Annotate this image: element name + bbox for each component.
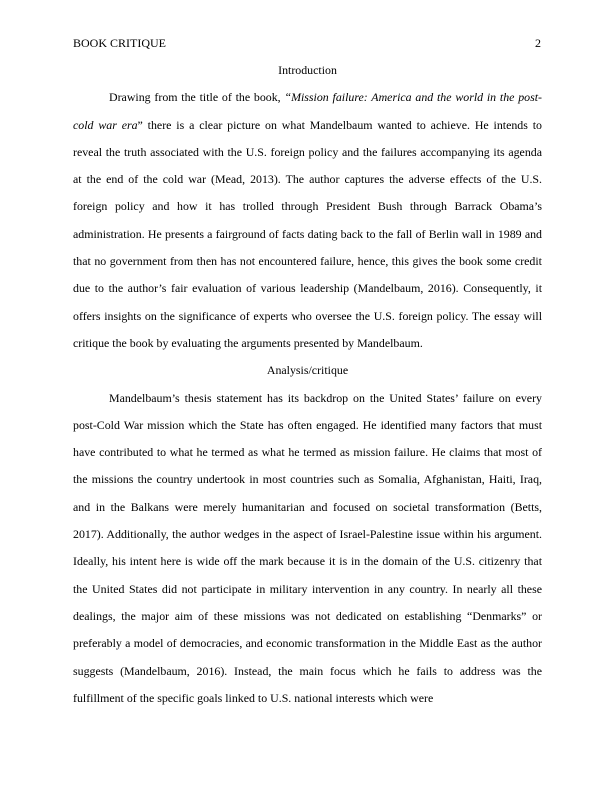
introduction-paragraph (73, 84, 542, 357)
running-head: BOOK CRITIQUE (73, 36, 166, 50)
section-heading-introduction: Introduction (278, 63, 337, 77)
analysis-paragraph: Mandelbaum’s thesis statement has its backdrop on the United States’ failure on every post-Cold War mission which the State has often engaged. He identified many factors that must have contributed to what he termed as what he termed as mission failure. He claims that most of the missions the country undertook in most countries such as Somalia, Afghanistan, Haiti, Iraq, and in the Balkans were merely humanitarian and focused on societal transformation (Betts, 2017). Additionally, the author wedges in the aspect of Israel-Palestine issue within his argument. Ideally, his intent here is wide off the mark because it is in the domain of the U.S. citizenry that the United States did not participate in military intervention in any country. In nearly all these dealings, the major aim of these missions was not dedicated on establishing “Denmarks” or preferably a model of democracies, and economic transformation in the Middle East as the author suggests (Mandelbaum, 2016). Instead, the main focus which he fails to address was the fulfillment of the specific goals linked to U.S. national interests which were (73, 390, 542, 705)
document-body (73, 57, 542, 712)
intro-text-before-title: Drawing from the title of the book, (109, 90, 285, 105)
section-heading-analysis: Analysis/critique (266, 363, 349, 378)
page-number: 2 (535, 36, 541, 50)
intro-text-after-title: ” there is a clear picture on what Mandelbaum wanted to achieve. He intends to reveal the truth associated with the U.S. foreign policy and the failures accompanying its agenda at the end of the cold war (Mead, 2013). The author captures the adverse effects of the U.S. foreign policy and how it has trolled through President Bush through Barrack Obama’s administration. He presents a fairground of facts dating back to the fall of Berlin wall in 1989 and that no government from then has not encountered failure, hence, this gives the book some credit due to the author’s fair evaluation of various leadership (Mandelbaum, 2016). Consequently, it offers insights on the significance of experts who oversee the U.S. foreign policy. The essay will critique the book by evaluating the arguments presented by Mandelbaum. (73, 117, 542, 350)
book-title: “Mission failure: America and the world in the post-cold war era (73, 90, 543, 132)
